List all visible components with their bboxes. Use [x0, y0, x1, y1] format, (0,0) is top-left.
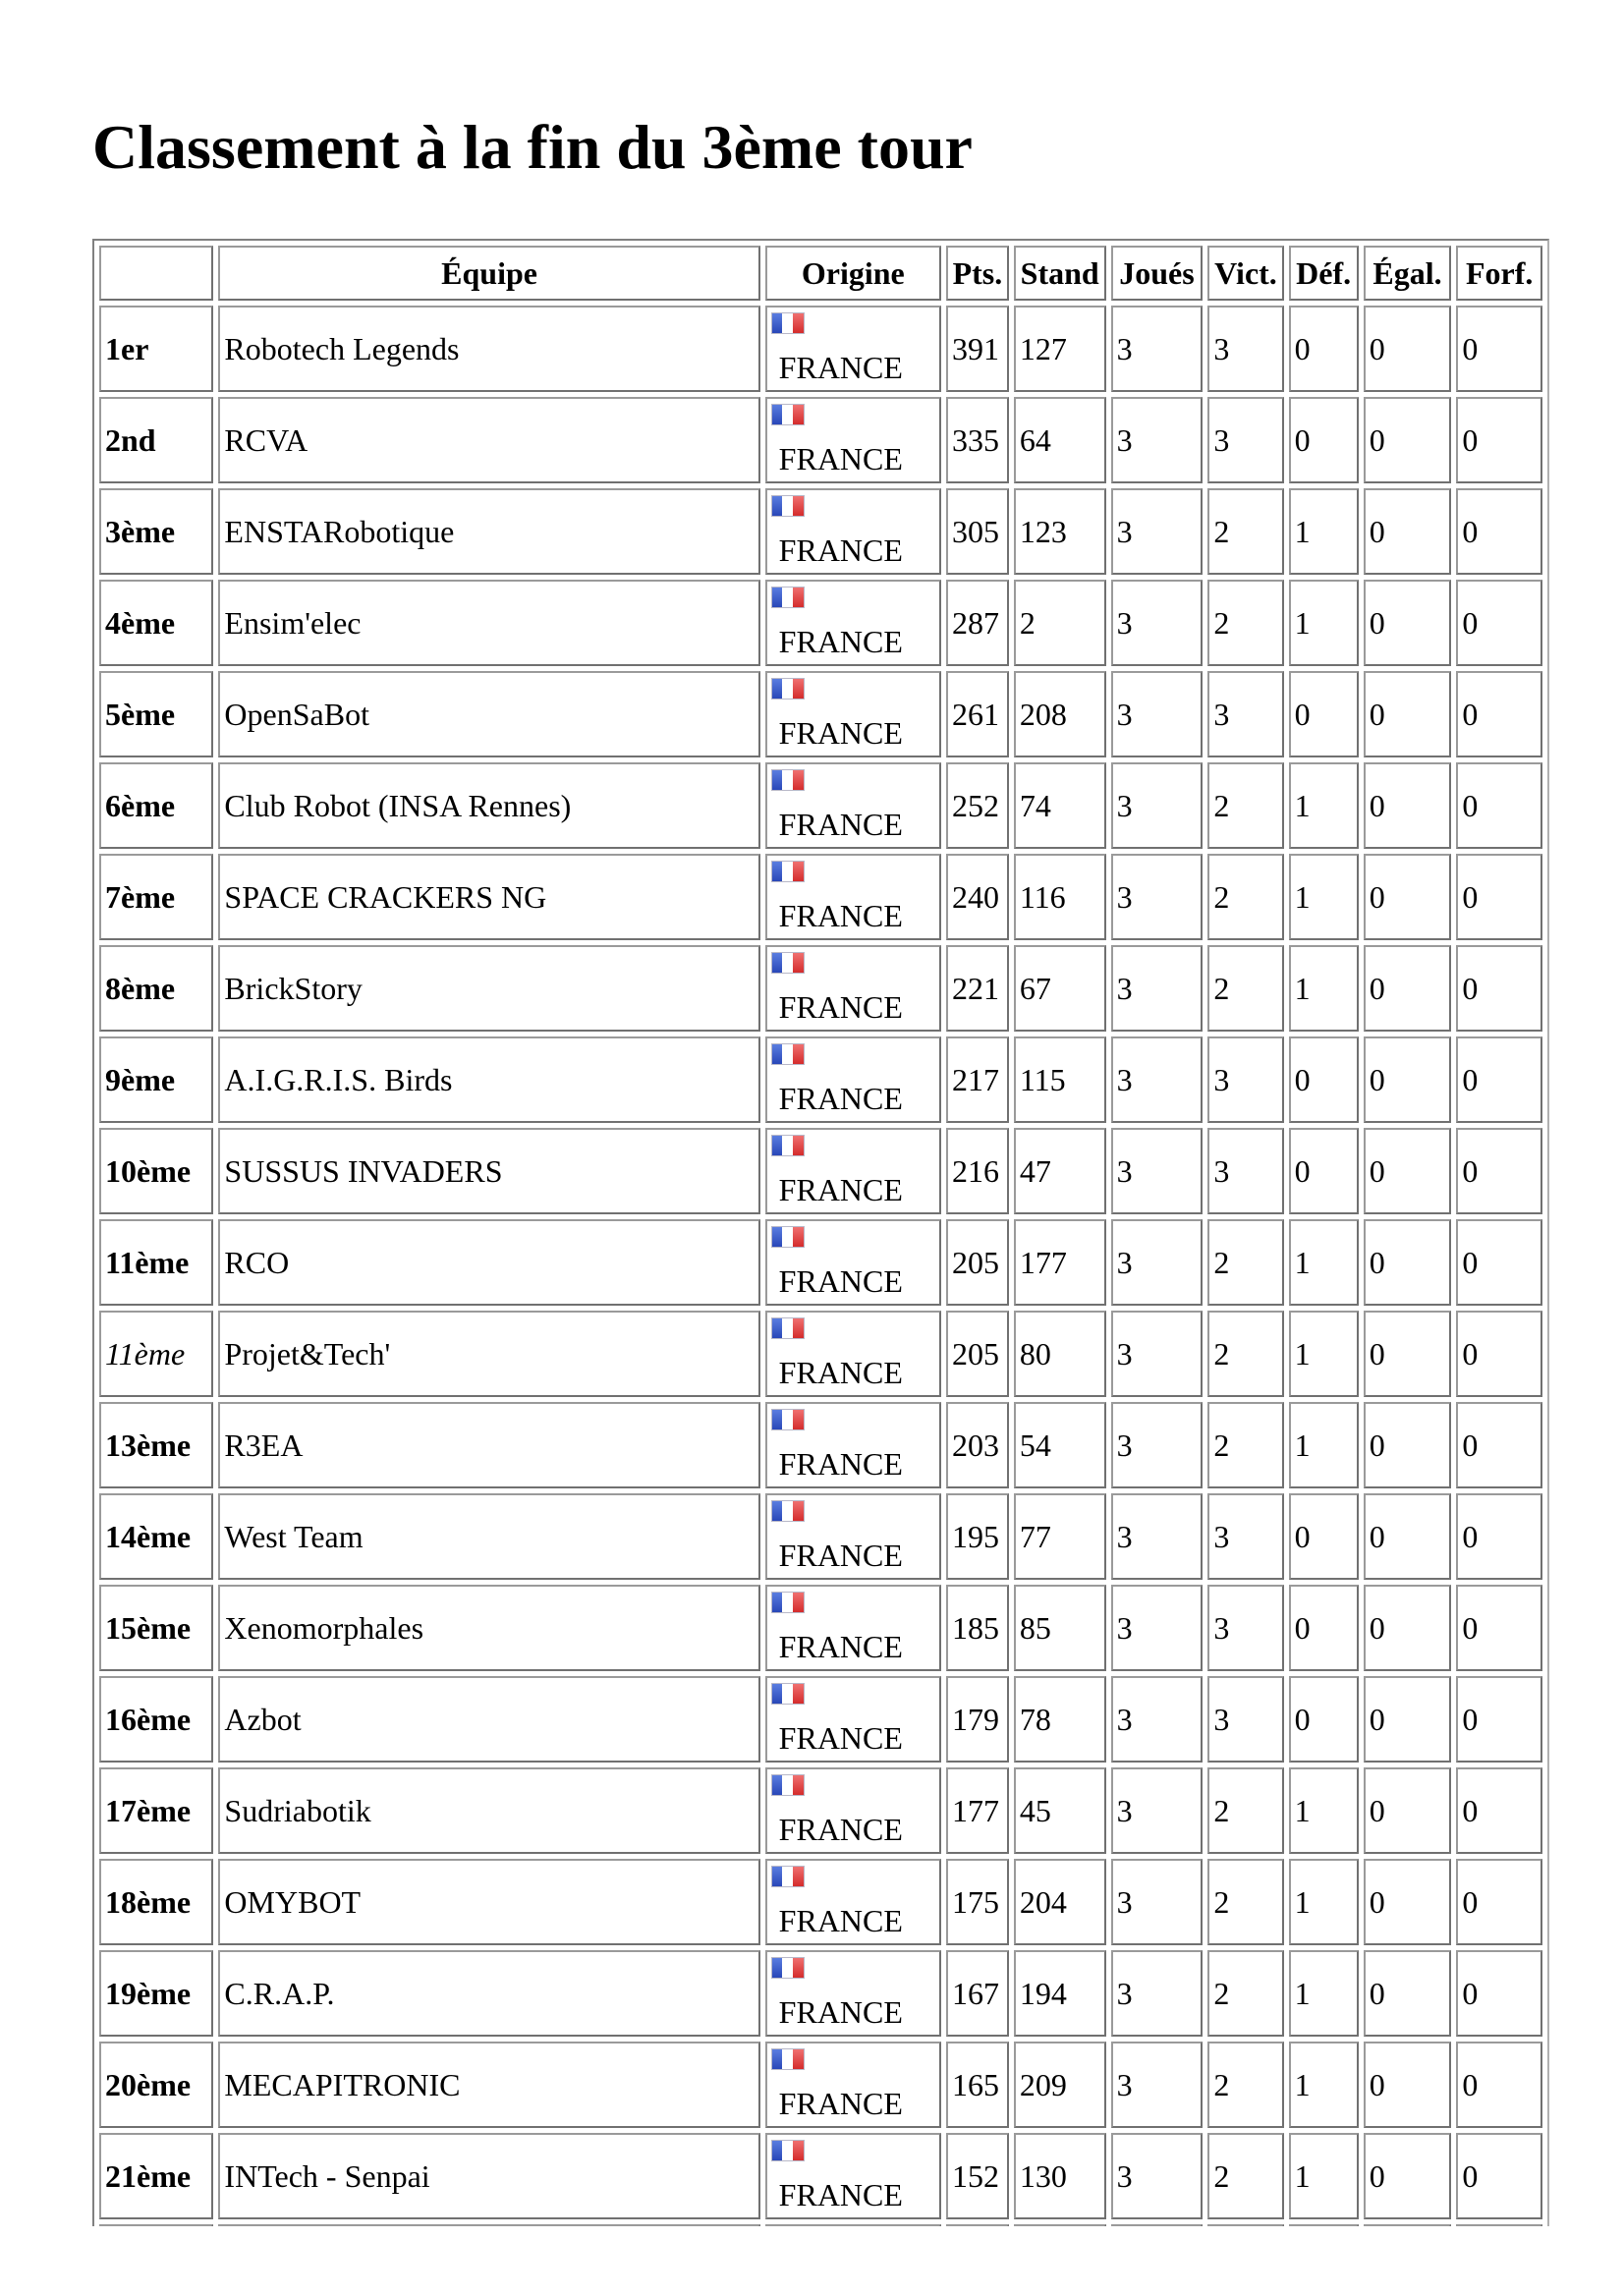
played-cell: 3 — [1111, 1950, 1204, 2037]
draws-cell: 0 — [1364, 1311, 1452, 1397]
stand-cell: 115 — [1014, 1036, 1106, 1123]
column-header-draws: Égal. — [1364, 246, 1452, 301]
points-cell: 177 — [946, 1767, 1009, 1854]
losses-cell: 1 — [1289, 1219, 1359, 1306]
losses-cell: 1 — [1289, 1767, 1359, 1854]
wins-cell: 2 — [1207, 1767, 1283, 1854]
france-flag-icon — [771, 1774, 805, 1796]
column-header-stand: Stand — [1014, 246, 1106, 301]
france-flag-icon — [771, 1135, 805, 1156]
table-row — [99, 1950, 1542, 2037]
wins-cell: 3 — [1207, 1493, 1283, 1580]
rank-cell: 4ème — [99, 580, 213, 666]
wins-cell: 2 — [1207, 488, 1283, 575]
rank-cell: 6ème — [99, 762, 213, 849]
points-cell: 335 — [946, 397, 1009, 483]
page-title: Classement à la fin du 3ème tour — [92, 112, 973, 182]
rank-cell: 18ème — [99, 1859, 213, 1945]
country-label: FRANCE — [778, 2177, 903, 2212]
played-cell: 3 — [1111, 1311, 1204, 1397]
stand-cell: 208 — [1014, 671, 1106, 757]
stand-cell: 45 — [1014, 1767, 1106, 1854]
draws-cell: 0 — [1364, 488, 1452, 575]
points-cell: 261 — [946, 671, 1009, 757]
draws-cell: 0 — [1364, 1950, 1452, 2037]
team-cell: A.I.G.R.I.S. Birds — [218, 1036, 759, 1123]
team-cell: Azbot — [218, 1676, 759, 1763]
forfeits-cell: 0 — [1456, 397, 1542, 483]
table-row — [99, 1219, 1542, 1306]
rank-cell: 14ème — [99, 1493, 213, 1580]
draws-cell: 0 — [1364, 1676, 1452, 1763]
rank-cell: 19ème — [99, 1950, 213, 2037]
table-row — [99, 1859, 1542, 1945]
origin-cell — [765, 1950, 941, 2037]
played-cell: 3 — [1111, 1128, 1204, 1214]
table-row — [99, 580, 1542, 666]
column-header-rank — [99, 246, 213, 301]
rank-cell: 10ème — [99, 1128, 213, 1214]
draws-cell: 0 — [1364, 1128, 1452, 1214]
wins-cell: 3 — [1207, 1128, 1283, 1214]
team-cell: RCO — [218, 1219, 759, 1306]
origin-cell — [765, 1036, 941, 1123]
forfeits-cell: 0 — [1456, 671, 1542, 757]
table-row — [99, 1128, 1542, 1214]
draws-cell: 0 — [1364, 854, 1452, 940]
wins-cell: 2 — [1207, 1402, 1283, 1488]
played-cell: 3 — [1111, 1676, 1204, 1763]
losses-cell: 1 — [1289, 1950, 1359, 2037]
country-label: FRANCE — [778, 441, 903, 476]
country-label: FRANCE — [778, 1172, 903, 1207]
losses-cell: 1 — [1289, 854, 1359, 940]
draws-cell: 0 — [1364, 1036, 1452, 1123]
wins-cell — [1207, 2224, 1283, 2226]
points-cell: 217 — [946, 1036, 1009, 1123]
wins-cell: 2 — [1207, 2042, 1283, 2128]
origin-cell — [765, 1219, 941, 1306]
draws-cell: 0 — [1364, 1585, 1452, 1671]
team-cell: ENSTARobotique — [218, 488, 759, 575]
losses-cell: 1 — [1289, 580, 1359, 666]
team-cell: SUSSUS INVADERS — [218, 1128, 759, 1214]
column-header-points: Pts. — [946, 246, 1009, 301]
draws-cell: 0 — [1364, 945, 1452, 1032]
wins-cell: 2 — [1207, 580, 1283, 666]
forfeits-cell: 0 — [1456, 854, 1542, 940]
table-row — [99, 1676, 1542, 1763]
losses-cell: 1 — [1289, 1859, 1359, 1945]
table-row — [99, 762, 1542, 849]
played-cell: 3 — [1111, 397, 1204, 483]
rank-cell — [99, 2224, 213, 2226]
losses-cell: 0 — [1289, 1493, 1359, 1580]
country-label: FRANCE — [778, 1446, 903, 1482]
france-flag-icon — [771, 769, 805, 791]
table-row — [99, 488, 1542, 575]
france-flag-icon — [771, 861, 805, 882]
country-label: FRANCE — [778, 350, 903, 385]
draws-cell: 0 — [1364, 1402, 1452, 1488]
forfeits-cell: 0 — [1456, 1311, 1542, 1397]
france-flag-icon — [771, 1043, 805, 1065]
country-label: FRANCE — [778, 624, 903, 659]
team-cell: C.R.A.P. — [218, 1950, 759, 2037]
played-cell: 3 — [1111, 2042, 1204, 2128]
points-cell: 185 — [946, 1585, 1009, 1671]
forfeits-cell: 0 — [1456, 1219, 1542, 1306]
france-flag-icon — [771, 2140, 805, 2161]
stand-cell: 204 — [1014, 1859, 1106, 1945]
stand-cell: 77 — [1014, 1493, 1106, 1580]
country-label: FRANCE — [778, 989, 903, 1025]
points-cell: 287 — [946, 580, 1009, 666]
losses-cell: 0 — [1289, 306, 1359, 392]
losses-cell — [1289, 2224, 1359, 2226]
france-flag-icon — [771, 312, 805, 334]
played-cell: 3 — [1111, 306, 1204, 392]
losses-cell: 1 — [1289, 488, 1359, 575]
played-cell: 3 — [1111, 1402, 1204, 1488]
team-cell: SPACE CRACKERS NG — [218, 854, 759, 940]
france-flag-icon — [771, 587, 805, 608]
stand-cell: 130 — [1014, 2133, 1106, 2219]
forfeits-cell: 0 — [1456, 488, 1542, 575]
table-row — [99, 2133, 1542, 2219]
rank-cell: 2nd — [99, 397, 213, 483]
points-cell: 391 — [946, 306, 1009, 392]
france-flag-icon — [771, 1592, 805, 1613]
france-flag-icon — [771, 1226, 805, 1248]
rank-cell: 9ème — [99, 1036, 213, 1123]
origin-cell — [765, 854, 941, 940]
country-label: FRANCE — [778, 1355, 903, 1390]
wins-cell: 3 — [1207, 1676, 1283, 1763]
wins-cell: 3 — [1207, 397, 1283, 483]
team-cell: OMYBOT — [218, 1859, 759, 1945]
team-cell: MECAPITRONIC — [218, 2042, 759, 2128]
forfeits-cell: 0 — [1456, 1493, 1542, 1580]
origin-cell — [765, 580, 941, 666]
france-flag-icon — [771, 2048, 805, 2070]
losses-cell: 0 — [1289, 1676, 1359, 1763]
points-cell: 195 — [946, 1493, 1009, 1580]
country-label: FRANCE — [778, 1720, 903, 1756]
origin-cell — [765, 1311, 941, 1397]
france-flag-icon — [771, 1683, 805, 1705]
origin-cell — [765, 2133, 941, 2219]
table-row — [99, 1036, 1542, 1123]
wins-cell: 2 — [1207, 1950, 1283, 2037]
stand-cell: 116 — [1014, 854, 1106, 940]
losses-cell: 0 — [1289, 671, 1359, 757]
draws-cell: 0 — [1364, 1859, 1452, 1945]
draws-cell: 0 — [1364, 1493, 1452, 1580]
column-header-played: Joués — [1111, 246, 1204, 301]
stand-cell: 54 — [1014, 1402, 1106, 1488]
forfeits-cell: 0 — [1456, 1128, 1542, 1214]
origin-cell — [765, 2224, 941, 2226]
rank-cell: 11ème — [99, 1311, 213, 1397]
origin-cell — [765, 1676, 941, 1763]
rank-cell: 7ème — [99, 854, 213, 940]
forfeits-cell: 0 — [1456, 2042, 1542, 2128]
played-cell: 3 — [1111, 580, 1204, 666]
table-row — [99, 397, 1542, 483]
standings-table — [92, 239, 1549, 2226]
origin-cell — [765, 2042, 941, 2128]
country-label: FRANCE — [778, 1538, 903, 1573]
points-cell: 152 — [946, 2133, 1009, 2219]
france-flag-icon — [771, 1409, 805, 1430]
points-cell: 175 — [946, 1859, 1009, 1945]
origin-cell — [765, 488, 941, 575]
points-cell: 165 — [946, 2042, 1009, 2128]
rank-cell: 13ème — [99, 1402, 213, 1488]
origin-cell — [765, 306, 941, 392]
stand-cell: 74 — [1014, 762, 1106, 849]
losses-cell: 0 — [1289, 1128, 1359, 1214]
stand-cell: 64 — [1014, 397, 1106, 483]
stand-cell: 209 — [1014, 2042, 1106, 2128]
origin-cell — [765, 397, 941, 483]
forfeits-cell: 0 — [1456, 306, 1542, 392]
wins-cell: 2 — [1207, 762, 1283, 849]
france-flag-icon — [771, 1317, 805, 1339]
rank-cell: 8ème — [99, 945, 213, 1032]
france-flag-icon — [771, 495, 805, 517]
draws-cell: 0 — [1364, 762, 1452, 849]
stand-cell — [1014, 2224, 1106, 2226]
rank-cell: 5ème — [99, 671, 213, 757]
france-flag-icon — [771, 678, 805, 700]
forfeits-cell: 0 — [1456, 1585, 1542, 1671]
wins-cell: 3 — [1207, 671, 1283, 757]
forfeits-cell — [1456, 2224, 1542, 2226]
rank-cell: 11ème — [99, 1219, 213, 1306]
country-label: FRANCE — [778, 1629, 903, 1664]
stand-cell: 123 — [1014, 488, 1106, 575]
team-cell: Club Robot (INSA Rennes) — [218, 762, 759, 849]
stand-cell: 80 — [1014, 1311, 1106, 1397]
team-cell: RCVA — [218, 397, 759, 483]
stand-cell: 127 — [1014, 306, 1106, 392]
column-header-forfeits: Forf. — [1456, 246, 1542, 301]
column-header-wins: Vict. — [1207, 246, 1283, 301]
country-label: FRANCE — [778, 2086, 903, 2121]
losses-cell: 1 — [1289, 762, 1359, 849]
team-cell: BrickStory — [218, 945, 759, 1032]
forfeits-cell: 0 — [1456, 762, 1542, 849]
played-cell — [1111, 2224, 1204, 2226]
rank-cell: 16ème — [99, 1676, 213, 1763]
draws-cell — [1364, 2224, 1452, 2226]
played-cell: 3 — [1111, 762, 1204, 849]
draws-cell: 0 — [1364, 580, 1452, 666]
forfeits-cell: 0 — [1456, 1402, 1542, 1488]
team-cell: Xenomorphales — [218, 1585, 759, 1671]
team-cell: Ensim'elec — [218, 580, 759, 666]
origin-cell — [765, 1402, 941, 1488]
rank-cell: 17ème — [99, 1767, 213, 1854]
rank-cell: 20ème — [99, 2042, 213, 2128]
france-flag-icon — [771, 1957, 805, 1979]
origin-cell — [765, 945, 941, 1032]
losses-cell: 1 — [1289, 945, 1359, 1032]
table-row — [99, 2224, 1542, 2226]
points-cell: 252 — [946, 762, 1009, 849]
table-row — [99, 1493, 1542, 1580]
france-flag-icon — [771, 1866, 805, 1887]
table-row — [99, 854, 1542, 940]
points-cell: 240 — [946, 854, 1009, 940]
team-cell — [218, 2224, 759, 2226]
table-row — [99, 2042, 1542, 2128]
country-label: FRANCE — [778, 1263, 903, 1299]
stand-cell: 78 — [1014, 1676, 1106, 1763]
table-row — [99, 1311, 1542, 1397]
table-row — [99, 1402, 1542, 1488]
forfeits-cell: 0 — [1456, 1767, 1542, 1854]
losses-cell: 1 — [1289, 2133, 1359, 2219]
standings-body — [99, 306, 1542, 2226]
column-header-team: Équipe — [218, 246, 759, 301]
wins-cell: 2 — [1207, 1219, 1283, 1306]
played-cell: 3 — [1111, 1219, 1204, 1306]
country-label: FRANCE — [778, 715, 903, 751]
played-cell: 3 — [1111, 854, 1204, 940]
origin-cell — [765, 762, 941, 849]
country-label: FRANCE — [778, 807, 903, 842]
stand-cell: 194 — [1014, 1950, 1106, 2037]
team-cell: INTech - Senpai — [218, 2133, 759, 2219]
points-cell: 167 — [946, 1950, 1009, 2037]
losses-cell: 0 — [1289, 1585, 1359, 1671]
forfeits-cell: 0 — [1456, 945, 1542, 1032]
points-cell: 216 — [946, 1128, 1009, 1214]
played-cell: 3 — [1111, 1493, 1204, 1580]
origin-cell — [765, 1128, 941, 1214]
wins-cell: 2 — [1207, 1859, 1283, 1945]
france-flag-icon — [771, 404, 805, 425]
forfeits-cell: 0 — [1456, 580, 1542, 666]
column-header-losses: Déf. — [1289, 246, 1359, 301]
played-cell: 3 — [1111, 488, 1204, 575]
origin-cell — [765, 671, 941, 757]
draws-cell: 0 — [1364, 2042, 1452, 2128]
table-row — [99, 671, 1542, 757]
forfeits-cell: 0 — [1456, 1950, 1542, 2037]
team-cell: OpenSaBot — [218, 671, 759, 757]
header-row — [99, 246, 1542, 301]
played-cell: 3 — [1111, 1585, 1204, 1671]
country-label: FRANCE — [778, 1081, 903, 1116]
france-flag-icon — [771, 952, 805, 974]
losses-cell: 0 — [1289, 397, 1359, 483]
table-row — [99, 945, 1542, 1032]
losses-cell: 1 — [1289, 1311, 1359, 1397]
origin-cell — [765, 1585, 941, 1671]
draws-cell: 0 — [1364, 1767, 1452, 1854]
losses-cell: 0 — [1289, 1036, 1359, 1123]
played-cell: 3 — [1111, 1859, 1204, 1945]
france-flag-icon — [771, 1500, 805, 1522]
stand-cell: 85 — [1014, 1585, 1106, 1671]
draws-cell: 0 — [1364, 397, 1452, 483]
draws-cell: 0 — [1364, 1219, 1452, 1306]
points-cell: 179 — [946, 1676, 1009, 1763]
team-cell: Projet&Tech' — [218, 1311, 759, 1397]
forfeits-cell: 0 — [1456, 1676, 1542, 1763]
stand-cell: 67 — [1014, 945, 1106, 1032]
wins-cell: 2 — [1207, 2133, 1283, 2219]
country-label: FRANCE — [778, 1994, 903, 2030]
rank-cell: 1er — [99, 306, 213, 392]
losses-cell: 1 — [1289, 2042, 1359, 2128]
origin-cell — [765, 1767, 941, 1854]
points-cell: 203 — [946, 1402, 1009, 1488]
wins-cell: 3 — [1207, 1585, 1283, 1671]
wins-cell: 2 — [1207, 945, 1283, 1032]
wins-cell: 3 — [1207, 306, 1283, 392]
country-label: FRANCE — [778, 898, 903, 933]
stand-cell: 47 — [1014, 1128, 1106, 1214]
origin-cell — [765, 1859, 941, 1945]
points-cell: 305 — [946, 488, 1009, 575]
team-cell: Robotech Legends — [218, 306, 759, 392]
rank-cell: 15ème — [99, 1585, 213, 1671]
played-cell: 3 — [1111, 1036, 1204, 1123]
rank-cell: 3ème — [99, 488, 213, 575]
origin-cell — [765, 1493, 941, 1580]
points-cell: 205 — [946, 1311, 1009, 1397]
standings-table-container — [92, 239, 1549, 2226]
points-cell — [946, 2224, 1009, 2226]
losses-cell: 1 — [1289, 1402, 1359, 1488]
draws-cell: 0 — [1364, 2133, 1452, 2219]
wins-cell: 2 — [1207, 854, 1283, 940]
team-cell: Sudriabotik — [218, 1767, 759, 1854]
wins-cell: 2 — [1207, 1311, 1283, 1397]
team-cell: West Team — [218, 1493, 759, 1580]
forfeits-cell: 0 — [1456, 1859, 1542, 1945]
table-row — [99, 1585, 1542, 1671]
draws-cell: 0 — [1364, 306, 1452, 392]
points-cell: 205 — [946, 1219, 1009, 1306]
country-label: FRANCE — [778, 1903, 903, 1938]
team-cell: R3EA — [218, 1402, 759, 1488]
stand-cell: 2 — [1014, 580, 1106, 666]
played-cell: 3 — [1111, 1767, 1204, 1854]
country-label: FRANCE — [778, 1812, 903, 1847]
draws-cell: 0 — [1364, 671, 1452, 757]
wins-cell: 3 — [1207, 1036, 1283, 1123]
column-header-origin: Origine — [765, 246, 941, 301]
played-cell: 3 — [1111, 2133, 1204, 2219]
forfeits-cell: 0 — [1456, 2133, 1542, 2219]
played-cell: 3 — [1111, 945, 1204, 1032]
points-cell: 221 — [946, 945, 1009, 1032]
stand-cell: 177 — [1014, 1219, 1106, 1306]
country-label: FRANCE — [778, 532, 903, 568]
rank-cell: 21ème — [99, 2133, 213, 2219]
played-cell: 3 — [1111, 671, 1204, 757]
table-row — [99, 306, 1542, 392]
forfeits-cell: 0 — [1456, 1036, 1542, 1123]
table-row — [99, 1767, 1542, 1854]
